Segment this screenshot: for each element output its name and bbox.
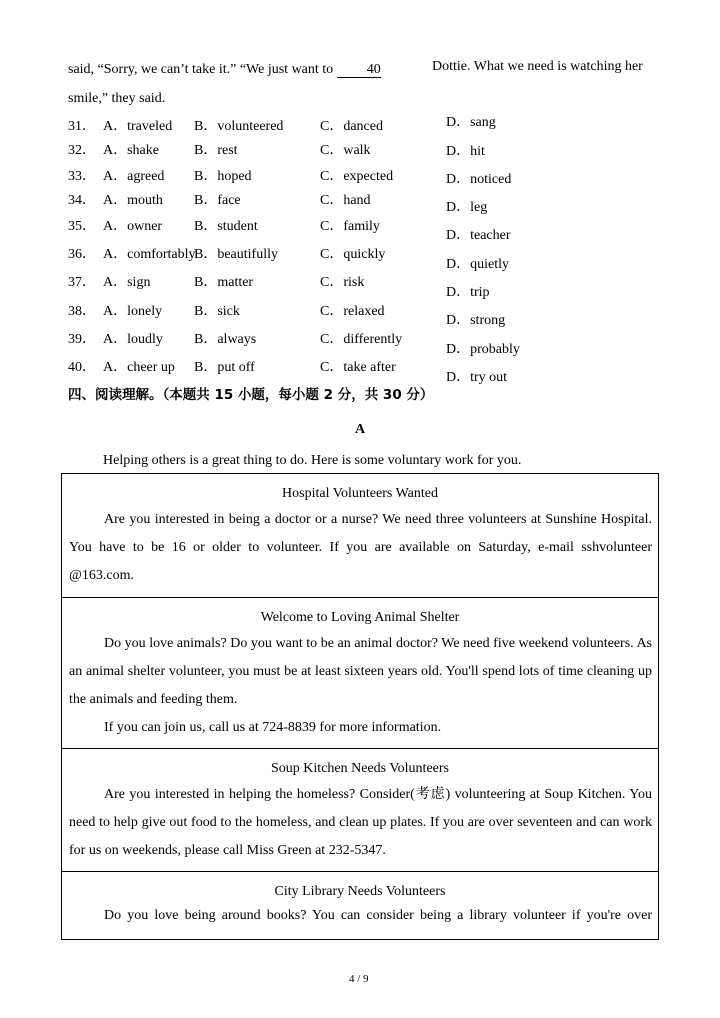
option-a: A．cheer up bbox=[103, 360, 175, 375]
option-d: D．noticed bbox=[446, 172, 512, 187]
option-a: A．sign bbox=[103, 275, 151, 290]
answer-blank-40: 40 bbox=[337, 62, 381, 78]
option-c: C．risk bbox=[320, 275, 365, 290]
option-c: C．walk bbox=[320, 143, 371, 158]
notice-soup-kitchen bbox=[61, 749, 659, 872]
option-a: A．lonely bbox=[103, 304, 163, 319]
option-b: B．rest bbox=[194, 143, 238, 158]
option-b: B．beautifully bbox=[194, 247, 278, 262]
section-heading: 四、阅读理解。（本题共 15 小题，每小题 2 分，共 30 分） bbox=[68, 387, 434, 403]
option-c: C．family bbox=[320, 219, 380, 234]
option-a: A．owner bbox=[103, 219, 163, 234]
option-d: D．teacher bbox=[446, 228, 511, 243]
option-a: A．shake bbox=[103, 143, 159, 158]
passage-line-1 bbox=[68, 61, 381, 79]
option-b: B．volunteered bbox=[194, 119, 284, 134]
passage-intro: Helping others is a great thing to do. Here is some voluntary work for you. bbox=[103, 453, 522, 468]
option-d: D．probably bbox=[446, 342, 520, 357]
question-number: 35． bbox=[68, 219, 96, 234]
option-c: C．differently bbox=[320, 332, 403, 347]
notice-city-library bbox=[61, 872, 659, 940]
question-number: 37． bbox=[68, 275, 96, 290]
notice-title: City Library Needs Volunteers bbox=[274, 884, 446, 899]
notice-paragraph: Are you interested in being a doctor or a nurse? We need three volunteers at Sunshine Hospital. You have to be 16 or older to volunteer. If you are available on Saturday, e-mail sshvolunteer @163.com. bbox=[69, 512, 652, 583]
passage-line-1-text: said, “Sorry, we can’t take it.” “We just want to bbox=[68, 62, 334, 77]
option-d: D．quietly bbox=[446, 257, 509, 272]
question-number: 38． bbox=[68, 304, 96, 319]
option-c: C．take after bbox=[320, 360, 396, 375]
option-c: C．quickly bbox=[320, 247, 386, 262]
question-number: 40． bbox=[68, 360, 96, 375]
option-a: A．agreed bbox=[103, 169, 165, 184]
question-number: 39． bbox=[68, 332, 96, 347]
option-c: C．hand bbox=[320, 193, 371, 208]
option-b: B．student bbox=[194, 219, 258, 234]
passage-line-1-right: Dottie. What we need is watching her bbox=[432, 59, 643, 74]
option-a: A．loudly bbox=[103, 332, 163, 347]
option-d: D．sang bbox=[446, 115, 496, 130]
option-c: C．relaxed bbox=[320, 304, 385, 319]
option-d: D．try out bbox=[446, 370, 508, 385]
question-number: 31． bbox=[68, 119, 96, 134]
question-number: 33． bbox=[68, 169, 96, 184]
question-number: 36． bbox=[68, 247, 96, 262]
option-d: D．trip bbox=[446, 285, 490, 300]
notice-hospital bbox=[61, 473, 659, 598]
passage-label: A bbox=[355, 422, 366, 437]
option-d: D．strong bbox=[446, 313, 506, 328]
option-a: A．traveled bbox=[103, 119, 173, 134]
option-b: B．matter bbox=[194, 275, 254, 290]
option-d: D．hit bbox=[446, 144, 485, 159]
notice-title: Hospital Volunteers Wanted bbox=[282, 486, 438, 501]
option-c: C．danced bbox=[320, 119, 383, 134]
notice-paragraph: Do you love being around books? You can consider being a library volunteer if you're over bbox=[104, 908, 652, 923]
option-b: B．put off bbox=[194, 360, 255, 375]
option-a: A．mouth bbox=[103, 193, 163, 208]
page-number: 4 / 9 bbox=[349, 973, 369, 985]
notice-animal-shelter bbox=[61, 598, 659, 749]
option-d: D．leg bbox=[446, 200, 488, 215]
option-b: B．sick bbox=[194, 304, 240, 319]
option-b: B．face bbox=[194, 193, 241, 208]
question-number: 32． bbox=[68, 143, 96, 158]
notice-title: Welcome to Loving Animal Shelter bbox=[260, 610, 460, 625]
question-number: 34． bbox=[68, 193, 96, 208]
notice-title: Soup Kitchen Needs Volunteers bbox=[271, 761, 449, 776]
notice-paragraph: Do you love animals? Do you want to be an animal doctor? We need five weekend volunteers. As an animal shelter volunteer, you must be at least sixteen years old. You'll spend lots of time cleaning up the animals and feeding them. bbox=[69, 636, 652, 707]
notice-paragraph: If you can join us, call us at 724-8839 for more information. bbox=[104, 720, 442, 735]
option-b: B．hoped bbox=[194, 169, 252, 184]
passage-line-2: smile,” they said. bbox=[68, 91, 166, 106]
notice-paragraph: Are you interested in helping the homeless? Consider(考虑) volunteering at Soup Kitchen. You need to help give out food to the homeless, and clean up plates. If you are over seventeen and can work for us on weekends, please call Miss Green at 232-5347. bbox=[69, 787, 652, 858]
option-a: A．comfortably bbox=[103, 247, 196, 262]
option-c: C．expected bbox=[320, 169, 394, 184]
option-b: B．always bbox=[194, 332, 257, 347]
